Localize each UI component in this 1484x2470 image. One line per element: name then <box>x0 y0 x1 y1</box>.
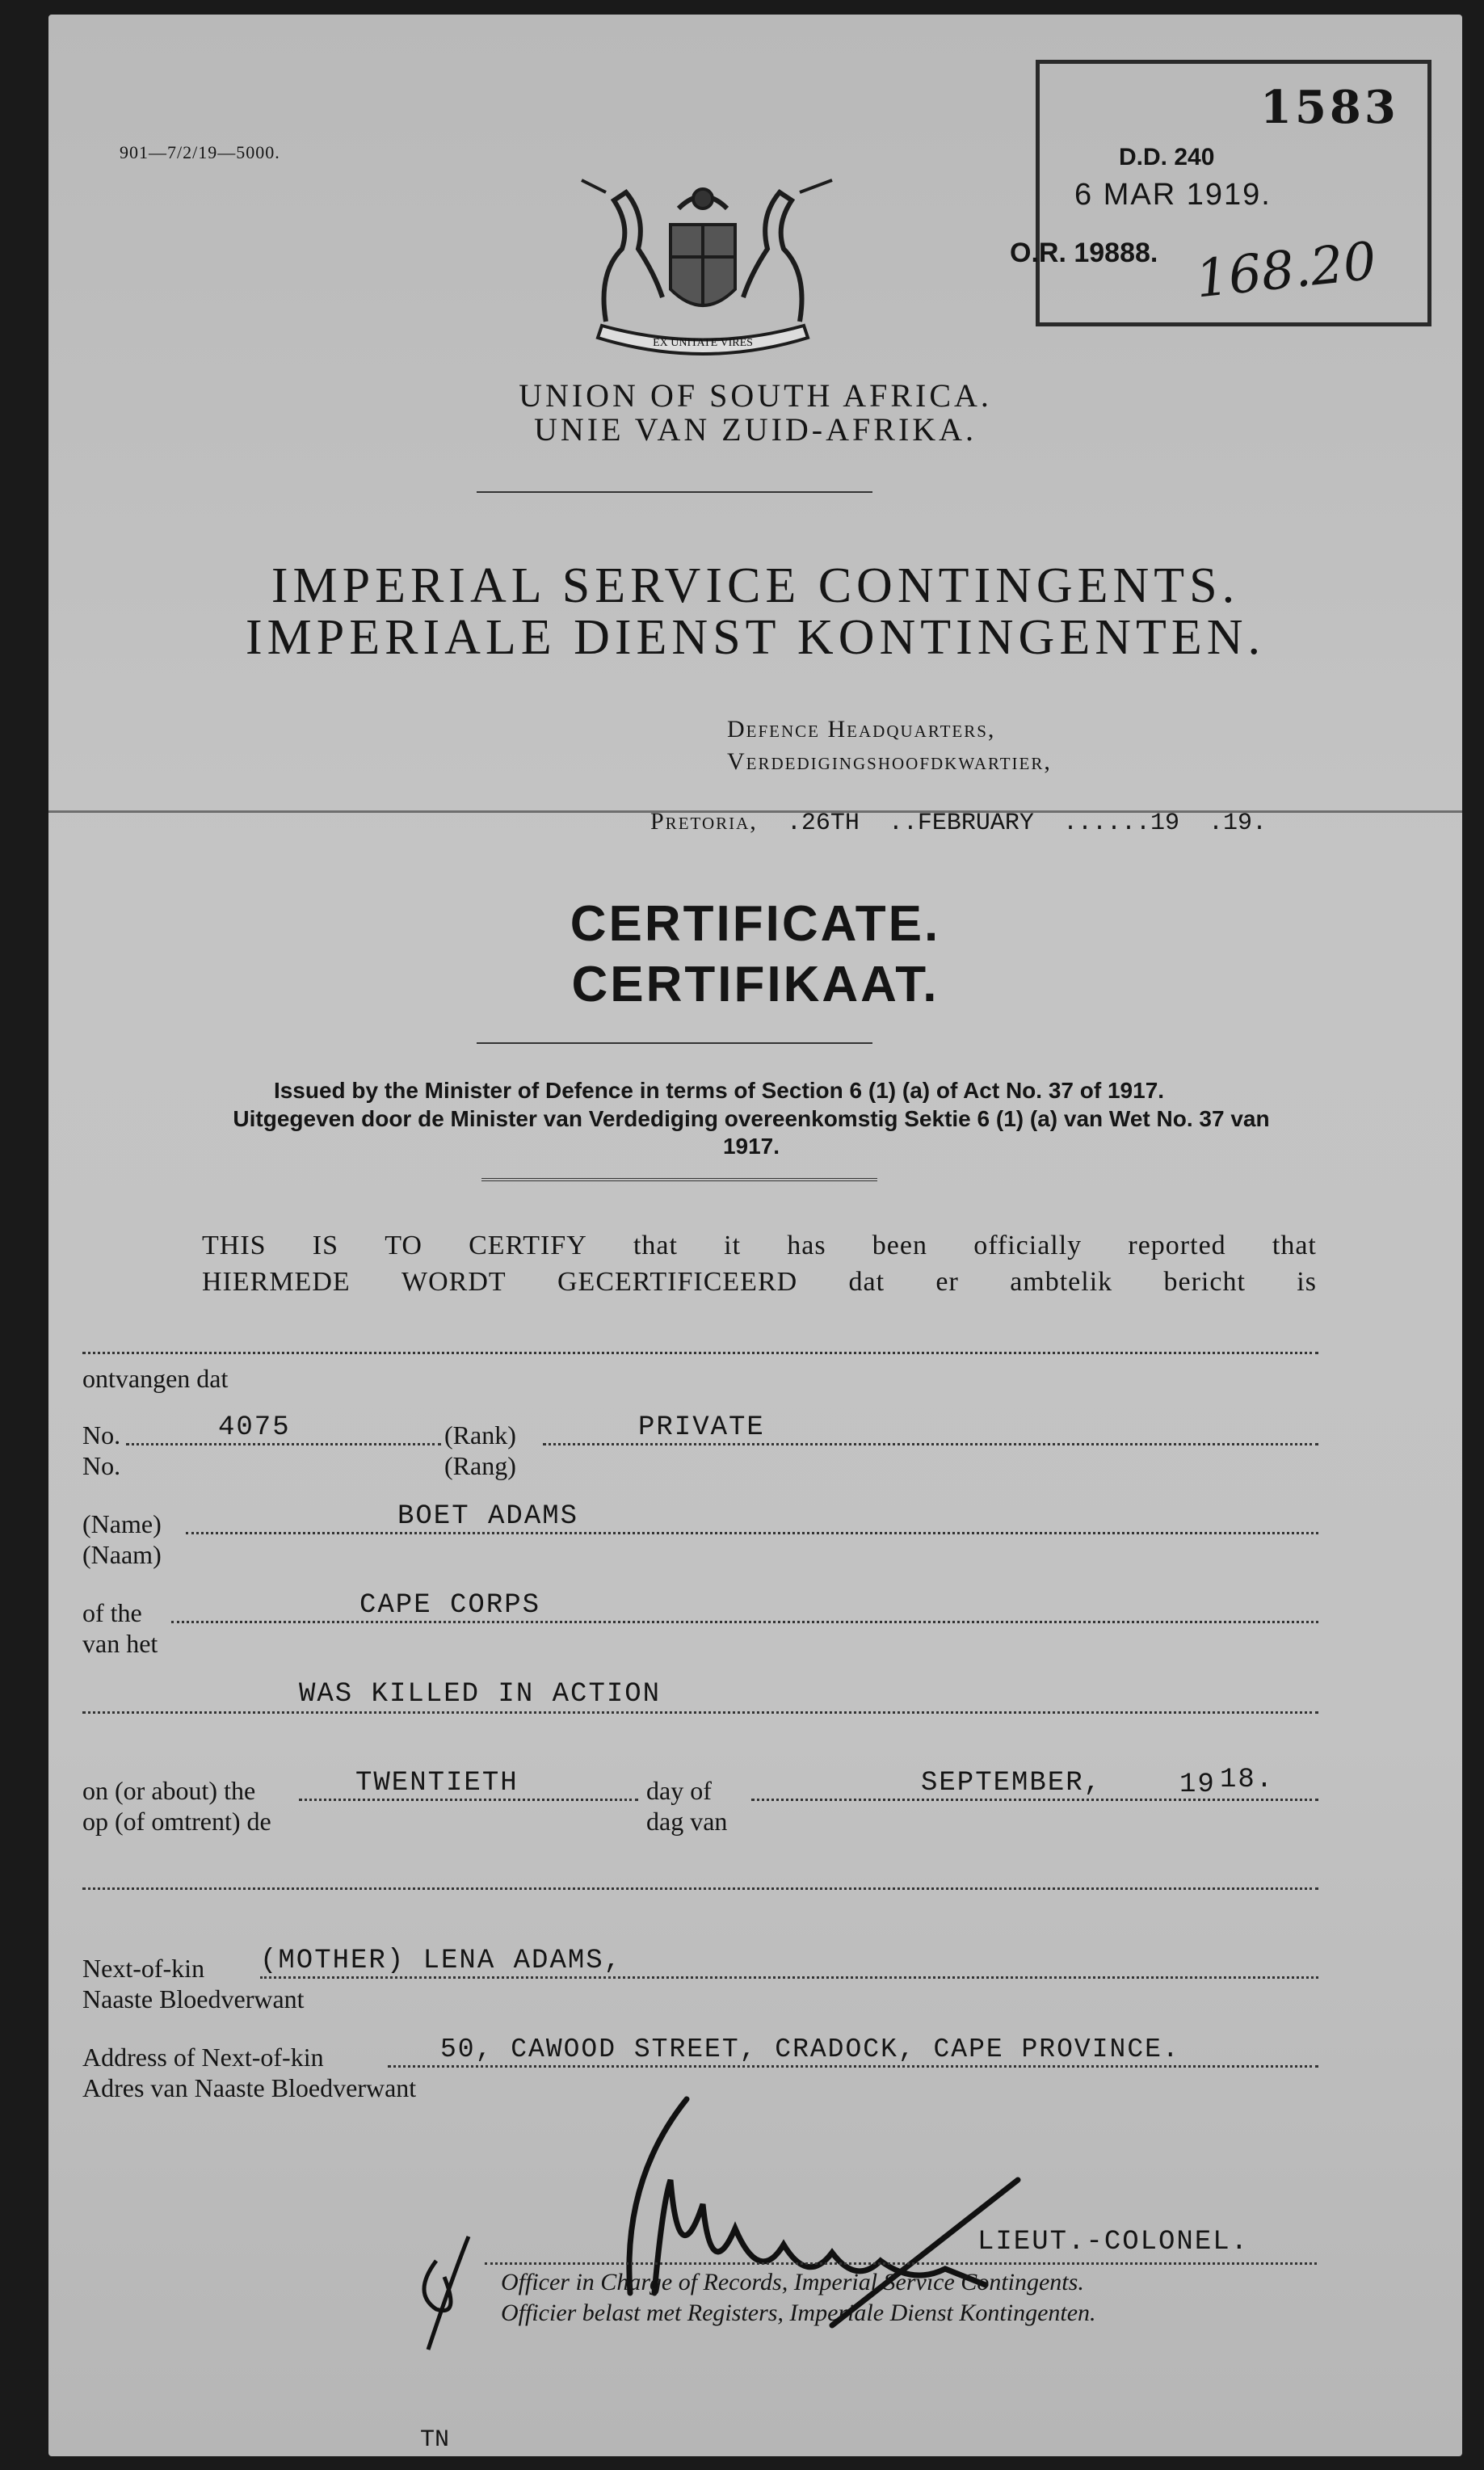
address-value: 50, CAWOOD STREET, CRADOCK, CAPE PROVINCE. <box>440 2034 1180 2064</box>
union-title-nl: UNIE VAN ZUID-AFRIKA. <box>533 411 977 448</box>
certify-word: bericht <box>1163 1267 1246 1297</box>
certify-word: IS <box>312 1231 338 1260</box>
certify-word: HIERMEDE <box>202 1267 351 1297</box>
certificate-title-en: CERTIFICATE. <box>570 896 941 952</box>
dotted-line <box>82 1887 1318 1890</box>
hq-nl: Verdedigingshoofdkwartier, <box>727 748 1052 775</box>
contingents-title-en: IMPERIAL SERVICE CONTINGENTS. <box>271 558 1240 613</box>
stamp-or-number: O.R. 19888. <box>1010 238 1158 268</box>
certify-word: it <box>724 1231 742 1260</box>
issue-day: 26TH <box>801 810 860 837</box>
issue-place: Pretoria, <box>650 808 758 835</box>
divider <box>477 1042 872 1044</box>
certify-word: TO <box>385 1231 422 1260</box>
dotted-line <box>126 1443 441 1445</box>
fate-value: WAS KILLED IN ACTION <box>299 1679 662 1710</box>
certify-word: been <box>872 1231 927 1260</box>
double-divider <box>481 1178 877 1181</box>
issue-year-prefix: 19 <box>1150 810 1179 837</box>
contingents-title-nl: IMPERIALE DIENST KONTINGENTEN. <box>245 610 1265 665</box>
certify-word: ambtelik <box>1010 1267 1113 1297</box>
dotted-line <box>388 2065 1318 2068</box>
ontvangen-label: ontvangen dat <box>82 1364 229 1393</box>
dotted-line <box>751 1799 1318 1801</box>
name-value: BOET ADAMS <box>397 1501 579 1532</box>
kin-label-en: Next-of-kin <box>82 1954 205 1983</box>
dotted-line <box>260 1976 1318 1979</box>
certify-word: er <box>935 1267 959 1297</box>
certify-word: officially <box>973 1231 1083 1260</box>
of-label-nl: van het <box>82 1629 158 1658</box>
signature-dotted-line <box>485 2262 1317 2265</box>
death-year-prefix: 19 <box>1179 1769 1216 1800</box>
certify-word: THIS <box>202 1231 267 1260</box>
name-label-nl: (Naam) <box>82 1540 162 1569</box>
dotted-line <box>82 1711 1318 1714</box>
rank-label-nl: (Rang) <box>444 1451 516 1480</box>
dotted-line <box>186 1532 1318 1534</box>
dotted-line <box>543 1443 1318 1445</box>
day-label-nl: dag van <box>646 1807 728 1836</box>
certify-word: WORDT <box>401 1267 507 1297</box>
certify-word: GECERTIFICEERD <box>557 1267 798 1297</box>
certify-line-en <box>202 1231 1317 1261</box>
hq-en: Defence Headquarters, <box>727 716 996 743</box>
certificate-paper <box>48 15 1462 2456</box>
issue-month: FEBRUARY <box>917 810 1034 837</box>
certify-word: has <box>787 1231 826 1260</box>
on-label-nl: op (of omtrent) de <box>82 1807 271 1836</box>
certify-word: is <box>1297 1267 1317 1297</box>
officer-title-en: Officer in Charge of Records, Imperial Service Contingents. <box>501 2269 1084 2295</box>
stamp-handwritten-note: 168.20 <box>1192 231 1380 310</box>
unit-value: CAPE CORPS <box>359 1590 541 1621</box>
certify-word: CERTIFY <box>469 1231 587 1260</box>
day-label-en: day of <box>646 1776 712 1805</box>
form-code: 901—7/2/19—5000. <box>120 142 280 162</box>
stamp-dd: D.D. 240 <box>1119 144 1215 170</box>
union-title-en: UNION OF SOUTH AFRICA. <box>519 377 992 414</box>
issued-nl: Uitgegeven door de Minister van Verdediging overeenkomstig Sektie 6 (1) (a) van Wet No. 37 van 1917. <box>233 1106 1270 1159</box>
certificate-title-nl: CERTIFIKAAT. <box>571 957 940 1012</box>
certify-word: dat <box>848 1267 885 1297</box>
crest-motto: EX UNITATE VIRES <box>653 337 753 349</box>
issued-en: Issued by the Minister of Defence in terms of Section 6 (1) (a) of Act No. 37 of 1917. <box>273 1078 1165 1103</box>
name-label-en: (Name) <box>82 1509 162 1538</box>
signatory-rank: LIEUT.-COLONEL. <box>977 2227 1250 2258</box>
address-label-nl: Adres van Naaste Bloedverwant <box>82 2073 417 2102</box>
officer-title-nl: Officier belast met Registers, Imperiale Dienst Kontingenten. <box>501 2300 1096 2326</box>
no-label-nl: No. <box>82 1451 121 1480</box>
on-label-en: on (or about) the <box>82 1776 256 1805</box>
stamp-number: 1583 <box>1260 81 1399 134</box>
death-year-suffix: 18. <box>1220 1765 1275 1795</box>
death-day-value: TWENTIETH <box>355 1768 519 1799</box>
certify-word: that <box>633 1231 678 1260</box>
divider <box>477 491 872 493</box>
footer-code: TN <box>420 2426 450 2454</box>
issue-year-suffix: 19. <box>1223 810 1267 837</box>
dotted-line <box>82 1352 1318 1354</box>
kin-value: (MOTHER) LENA ADAMS, <box>260 1946 623 1976</box>
service-number: 4075 <box>218 1412 291 1443</box>
address-label-en: Address of Next-of-kin <box>82 2043 324 2072</box>
certify-line-nl <box>202 1267 1317 1298</box>
death-month-value: SEPTEMBER, <box>921 1768 1103 1799</box>
dotted-line <box>299 1799 638 1801</box>
no-label-en: No. <box>82 1420 121 1450</box>
dotted-line <box>171 1621 1318 1623</box>
kin-label-nl: Naaste Bloedverwant <box>82 1984 305 2013</box>
of-label-en: of the <box>82 1598 142 1627</box>
issue-date: Pretoria, .26TH ..FEBRUARY ......19 .19. <box>650 808 1267 837</box>
coat-of-arms-icon <box>549 176 856 362</box>
rank-label-en: (Rank) <box>444 1420 516 1450</box>
certify-word: that <box>1272 1231 1317 1260</box>
certify-word: reported <box>1128 1231 1226 1260</box>
initials-mark-icon <box>404 2228 501 2358</box>
stamp-date: 6 MAR 1919. <box>1074 178 1272 212</box>
rank-value: PRIVATE <box>638 1412 765 1443</box>
